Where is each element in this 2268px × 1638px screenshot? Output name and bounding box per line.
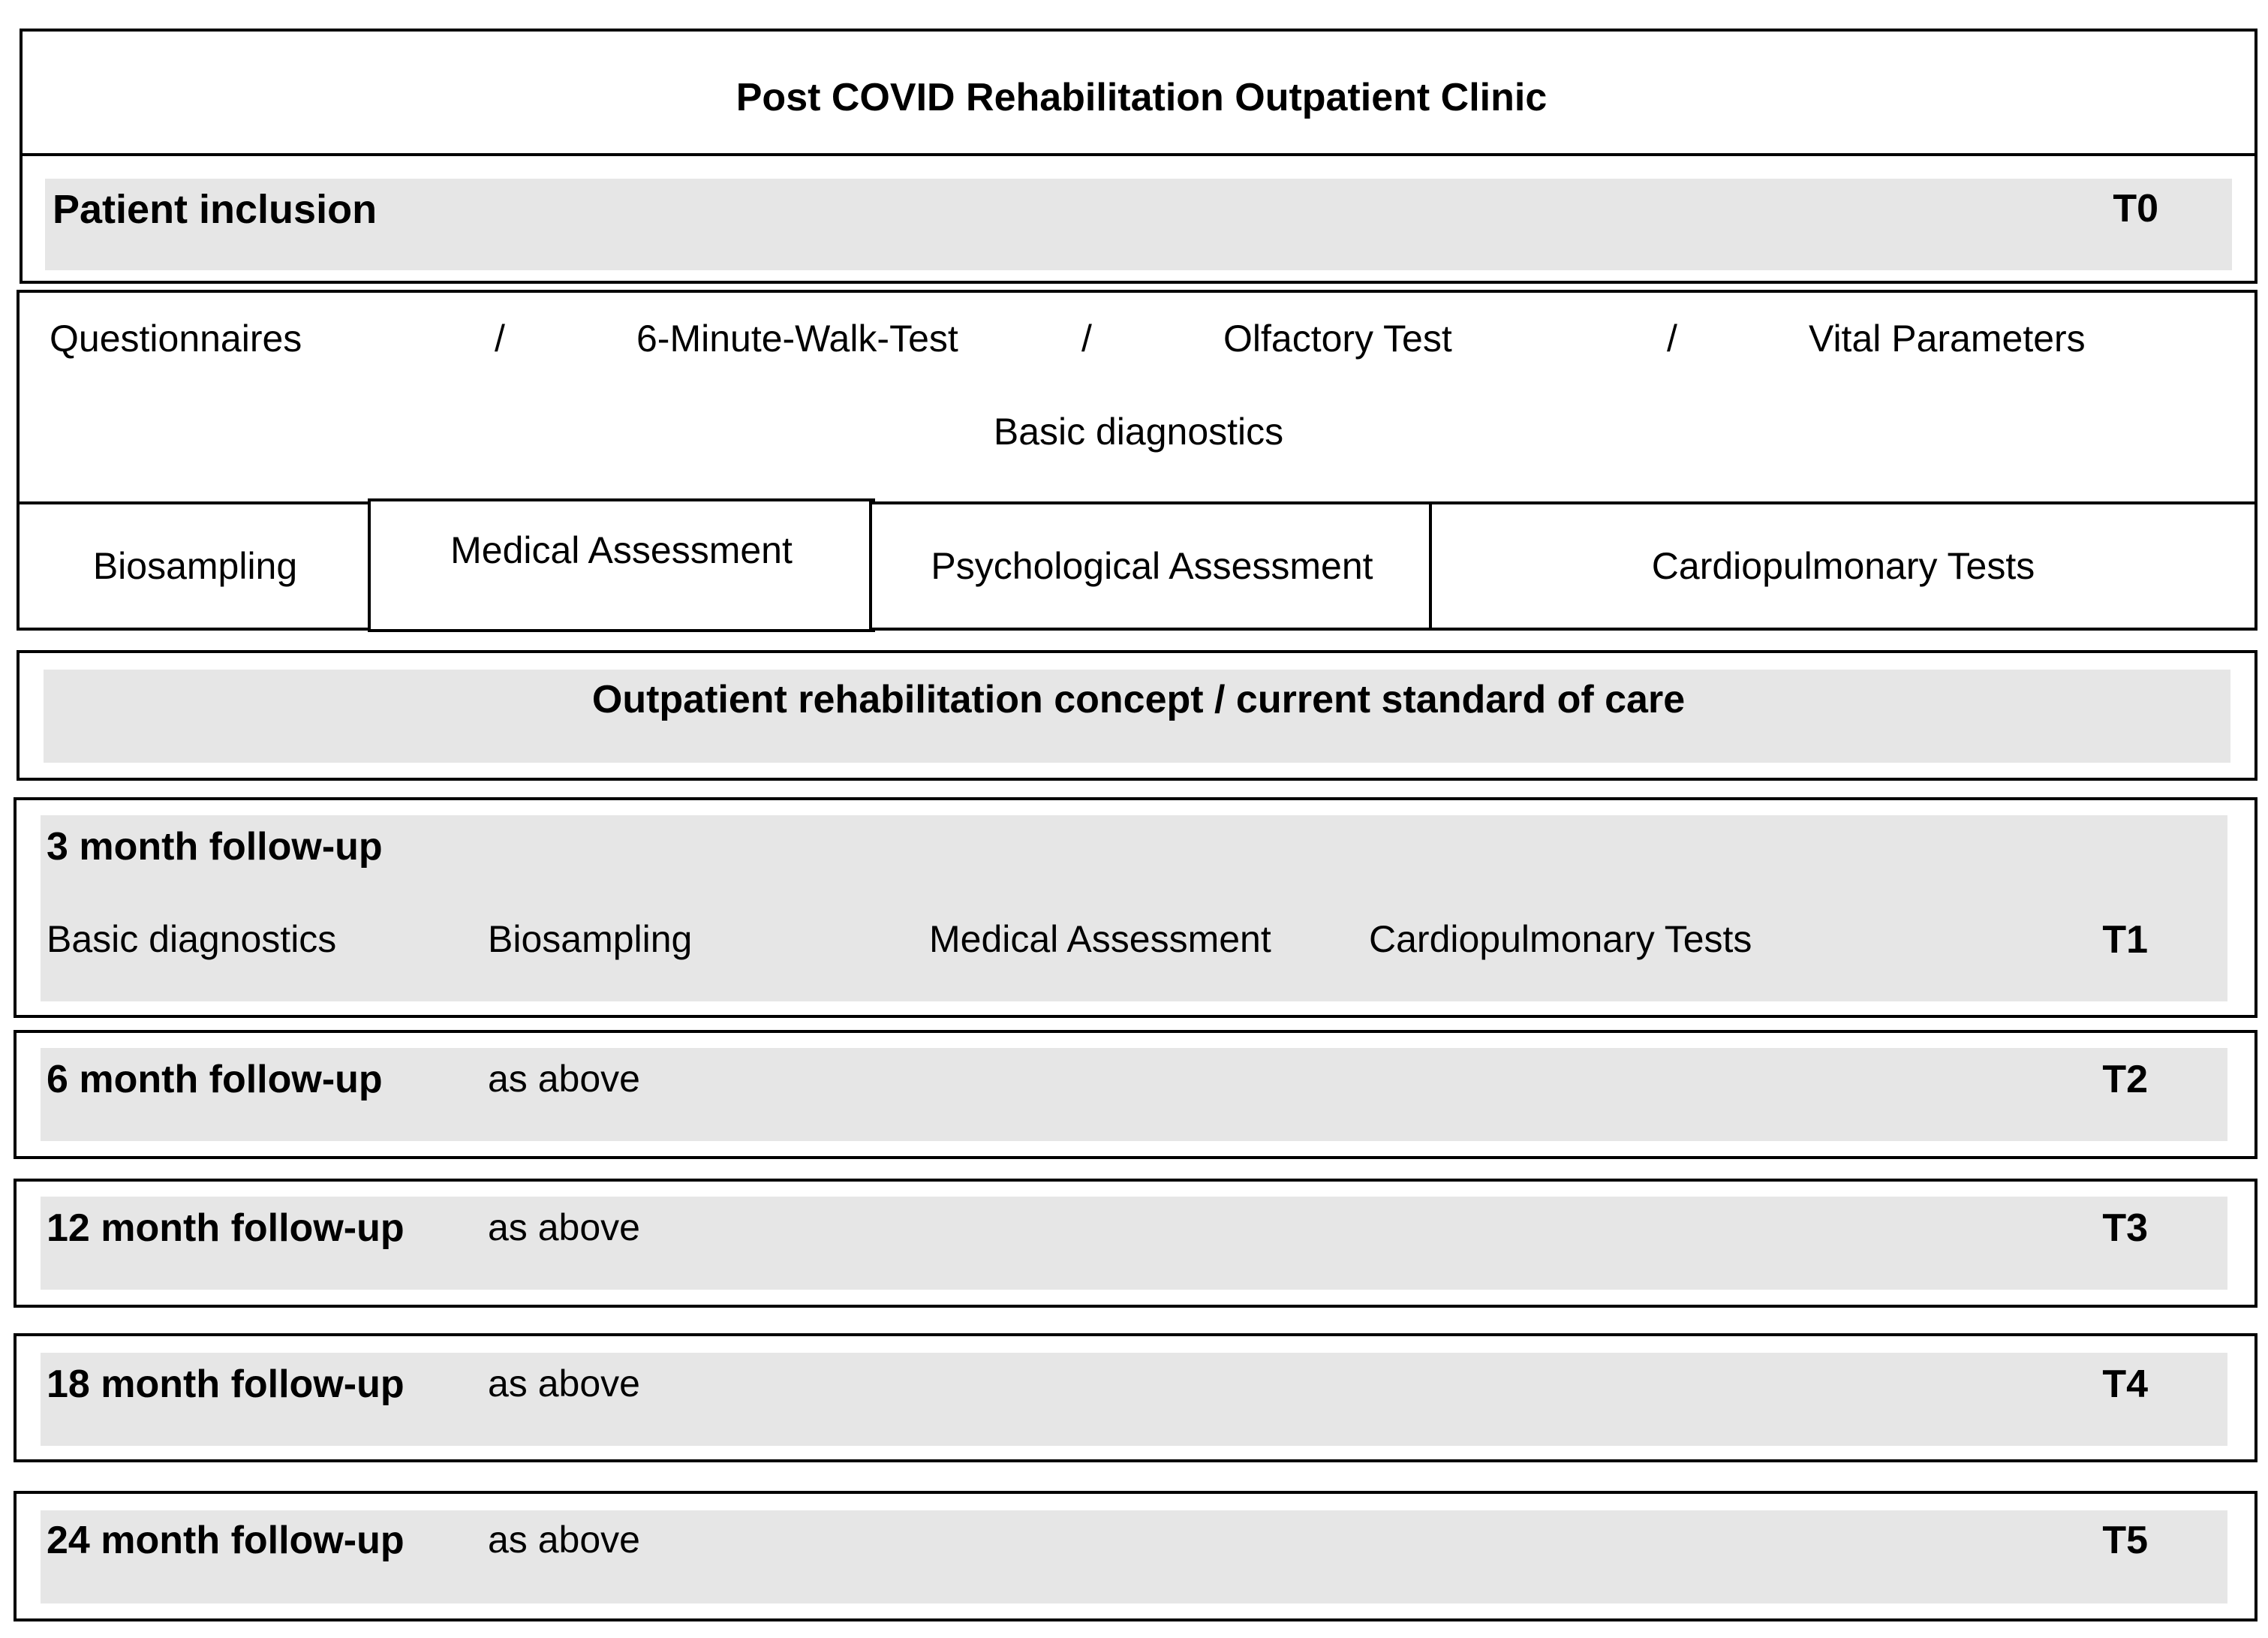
followup-6-month-box xyxy=(14,1030,2257,1159)
separator-3: / xyxy=(1667,318,1677,360)
cell-medical-assessment-label: Medical Assessment xyxy=(450,529,793,571)
test-olfactory: Olfactory Test xyxy=(1223,318,1452,360)
followup-6-month-note: as above xyxy=(488,1058,640,1100)
separator-2: / xyxy=(1081,318,1092,360)
cell-biosampling-label: Biosampling xyxy=(92,545,298,587)
rehabilitation-concept-label: Outpatient rehabilitation concept / current standard of care xyxy=(591,678,1686,721)
separator-1: / xyxy=(495,318,505,360)
timepoint-t2: T2 xyxy=(2102,1058,2148,1101)
followup-18-month-box xyxy=(14,1333,2257,1462)
cell-cardiopulmonary-tests-label: Cardiopulmonary Tests xyxy=(1651,545,2035,587)
test-questionnaires: Questionnaires xyxy=(50,318,302,360)
followup-18-month-note: as above xyxy=(488,1362,640,1405)
followup-3-month-item-basic-diagnostics: Basic diagnostics xyxy=(47,918,337,960)
cell-medical-assessment xyxy=(368,498,875,632)
timepoint-t3: T3 xyxy=(2102,1206,2148,1250)
cell-psychological-assessment xyxy=(869,501,1435,631)
cell-psychological-assessment-label: Psychological Assessment xyxy=(931,545,1373,587)
timepoint-t5: T5 xyxy=(2102,1519,2148,1562)
followup-24-month-note: as above xyxy=(488,1519,640,1561)
patient-inclusion-box xyxy=(20,153,2257,284)
followup-3-month-item-biosampling: Biosampling xyxy=(488,918,693,960)
followup-12-month-note: as above xyxy=(488,1206,640,1248)
diagram-title: Post COVID Rehabilitation Outpatient Clinic xyxy=(735,76,1548,119)
cell-cardiopulmonary-tests xyxy=(1429,501,2257,631)
basic-diagnostics-label: Basic diagnostics xyxy=(993,411,1284,453)
followup-6-month-label: 6 month follow-up xyxy=(47,1058,383,1101)
followup-3-month-box xyxy=(14,797,2257,1018)
rehabilitation-concept-box xyxy=(17,650,2257,781)
timepoint-t1: T1 xyxy=(2102,918,2148,962)
patient-inclusion-label: Patient inclusion xyxy=(53,187,377,232)
followup-24-month-label: 24 month follow-up xyxy=(47,1519,405,1562)
followup-12-month-box xyxy=(14,1179,2257,1308)
cell-biosampling xyxy=(17,501,374,631)
title-box xyxy=(20,29,2257,159)
followup-18-month-label: 18 month follow-up xyxy=(47,1362,405,1406)
test-6-minute-walk: 6-Minute-Walk-Test xyxy=(636,318,958,360)
followup-3-month-label: 3 month follow-up xyxy=(47,825,383,869)
test-vital-parameters: Vital Parameters xyxy=(1809,318,2086,360)
timepoint-t4: T4 xyxy=(2102,1362,2148,1406)
followup-3-month-item-medical-assessment: Medical Assessment xyxy=(929,918,1271,960)
basic-diagnostics-box xyxy=(17,290,2257,507)
timepoint-t0: T0 xyxy=(2113,187,2158,230)
followup-3-month-item-cardiopulmonary-tests: Cardiopulmonary Tests xyxy=(1369,918,1752,960)
followup-12-month-label: 12 month follow-up xyxy=(47,1206,405,1250)
followup-24-month-box xyxy=(14,1491,2257,1621)
